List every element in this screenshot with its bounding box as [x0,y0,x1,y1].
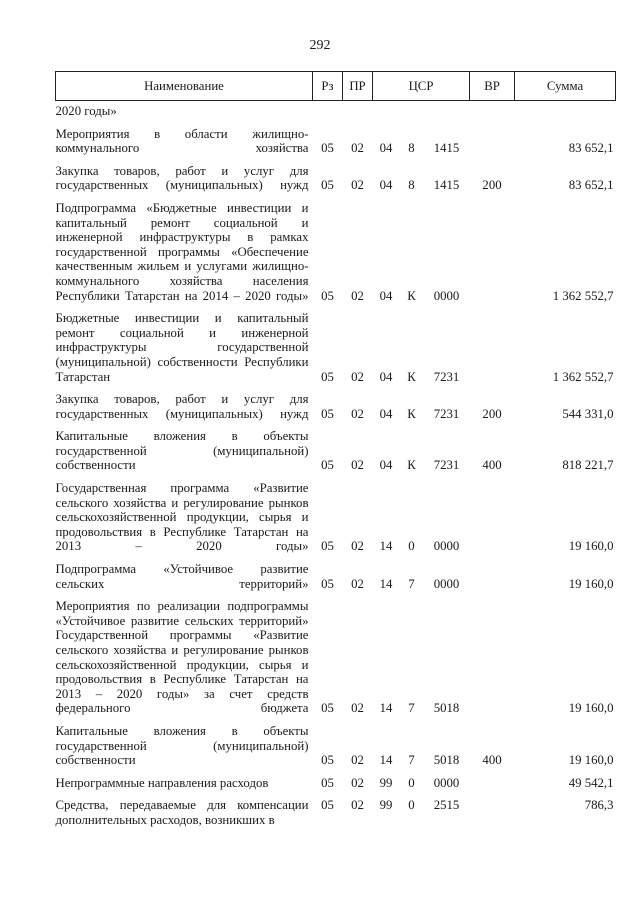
table-row [56,795,616,832]
table-row [56,721,616,773]
table-row [56,596,616,721]
row-csr-part1: 14 [379,539,393,554]
row-sum: 49 542,1 [568,775,614,790]
page-number: 292 [309,38,331,53]
row-csr-part1: 04 [379,178,393,193]
row-name: Мероприятия в области жилищно-коммунального хозяйства [55,126,309,156]
table-row [56,124,616,161]
row-pr: 02 [351,141,364,156]
row-csr-part2: 0 [408,798,415,813]
table-row [56,308,616,389]
row-rz: 05 [321,539,334,554]
row-csr-part1: 04 [379,141,393,156]
row-csr-part2: К [407,369,416,384]
row-pr: 02 [351,406,364,421]
row-rz: 05 [321,178,334,193]
row-csr-part3: 0000 [433,288,460,303]
row-csr-part1: 14 [379,753,393,768]
column-header-rz: Рз [313,72,343,101]
row-csr-part1: 14 [379,701,393,716]
row-vr [470,773,515,796]
row-vr [470,596,515,721]
row-sum: 544 331,0 [562,406,614,421]
row-csr-part3: 0000 [433,539,460,554]
table-header-row [56,72,616,101]
row-csr-part3: 1415 [433,178,460,193]
row-name: Подпрограмма «Устойчивое развитие сельских территорий» [55,562,309,591]
row-rz: 05 [321,753,334,768]
row-name: Государственная программа «Развитие сельского хозяйства и регулирование рынков сельскохозяйственной продукции, сырья и продовольствия в Республике Татарстан на 2013 – 2020 годы» [55,481,309,554]
row-csr-part1: 04 [379,288,393,303]
column-header-csr: ЦСР [373,72,470,101]
row-sum: 83 652,1 [568,178,614,193]
row-sum: 786,3 [584,798,614,813]
row-pr: 02 [351,178,364,193]
row-csr-part1: 04 [379,369,393,384]
row-csr-part2 [400,101,424,124]
row-csr-part3 [424,101,470,124]
row-pr: 02 [351,753,364,768]
row-csr-part3: 1415 [433,141,460,156]
row-csr-part1: 04 [379,458,393,473]
row-name: Капитальные вложения в объекты государственной (муниципальной) собственности [55,723,309,768]
row-rz: 05 [321,288,334,303]
row-vr: 400 [482,458,502,473]
row-csr-part2: 8 [408,178,415,193]
row-sum: 1 362 552,7 [552,288,614,303]
table-body [56,101,616,833]
budget-table [55,71,616,833]
row-csr-part3: 0000 [433,576,460,591]
row-sum: 818 221,7 [562,458,614,473]
row-name: Непрограммные направления расходов [55,775,269,790]
row-name: Подпрограмма «Бюджетные инвестиции и капитальный ремонт социальной и инженерной инфраструктуры в рамках государственной программы «Обеспечение качественным жильем и услугами жилищно-коммунального хозяйства населения Республики Татарстан на 2014 – 2020 годы» [55,200,309,303]
table-row [56,161,616,198]
row-rz: 05 [321,798,334,813]
row-vr: 400 [482,753,502,768]
table-row [56,478,616,559]
row-csr-part1: 99 [379,798,393,813]
row-csr-part1: 04 [379,406,393,421]
row-rz: 05 [321,458,334,473]
row-pr: 02 [351,369,364,384]
row-pr: 02 [351,798,364,813]
table-row [56,426,616,478]
row-pr: 02 [351,576,364,591]
row-csr-part2: 8 [408,141,415,156]
row-csr-part1: 99 [379,775,393,790]
row-vr: 200 [482,178,502,193]
row-rz [313,101,343,124]
row-pr: 02 [351,288,364,303]
row-csr-part3: 5018 [433,701,460,716]
row-csr-part2: К [407,458,416,473]
row-vr [470,478,515,559]
row-vr [470,101,515,124]
row-csr-part2: 7 [408,753,415,768]
row-csr-part3: 7231 [433,369,460,384]
row-pr: 02 [351,539,364,554]
row-csr-part1 [373,101,400,124]
row-name: Закупка товаров, работ и услуг для государственных (муниципальных) нужд [55,392,309,421]
row-vr [470,308,515,389]
row-csr-part2: К [407,406,416,421]
row-rz: 05 [321,141,334,156]
row-csr-part3: 2515 [433,798,460,813]
row-name: 2020 годы» [55,104,117,118]
column-header-vr: ВР [470,72,515,101]
row-csr-part2: 7 [408,576,415,591]
row-sum: 1 362 552,7 [552,369,614,384]
column-header-sum: Сумма [515,72,616,101]
row-sum: 19 160,0 [568,753,614,768]
row-pr [343,101,373,124]
row-rz: 05 [321,576,334,591]
row-name: Бюджетные инвестиции и капитальный ремонт социальной и инженерной инфраструктуры государственной (муниципальной) собственности Республики Татарстан [55,311,309,384]
row-name: Средства, передаваемые для компенсации дополнительных расходов, возникших в [55,798,309,827]
table-row [56,101,616,124]
row-sum: 19 160,0 [568,701,614,716]
row-csr-part2: К [407,288,416,303]
table-row [56,773,616,796]
row-csr-part3: 5018 [433,753,460,768]
row-pr: 02 [351,458,364,473]
row-vr [470,124,515,161]
table-row [56,198,616,308]
row-sum: 83 652,1 [568,141,614,156]
row-vr [470,198,515,308]
column-header-pr: ПР [343,72,373,101]
row-sum: 19 160,0 [568,576,614,591]
row-name: Мероприятия по реализации подпрограммы «Устойчивое развитие сельских территорий» Государственной программы «Развитие сельского хозяйства и регулирование рынков сельскохозяйственной продукции, сырья и продовольствия в Республике Татарстан на 2013 – 2020 годы» за счет средств федерального бюджета [55,599,309,716]
row-vr [470,559,515,596]
row-vr [470,795,515,832]
row-vr: 200 [482,406,502,421]
row-name: Капитальные вложения в объекты государственной (муниципальной) собственности [55,429,309,473]
column-header-name: Наименование [56,72,313,101]
row-csr-part3: 7231 [433,458,460,473]
row-rz: 05 [321,369,334,384]
row-pr: 02 [351,701,364,716]
row-csr-part2: 0 [408,775,415,790]
row-rz: 05 [321,701,334,716]
row-sum [515,101,616,124]
table-row [56,389,616,426]
row-csr-part2: 0 [408,539,415,554]
row-rz: 05 [321,775,334,790]
row-csr-part2: 7 [408,701,415,716]
row-csr-part3: 0000 [433,775,460,790]
row-name: Закупка товаров, работ и услуг для государственных (муниципальных) нужд [55,163,309,193]
row-sum: 19 160,0 [568,539,614,554]
row-rz: 05 [321,406,334,421]
row-csr-part3: 7231 [433,406,460,421]
row-pr: 02 [351,775,364,790]
row-csr-part1: 14 [379,576,393,591]
table-row [56,559,616,596]
